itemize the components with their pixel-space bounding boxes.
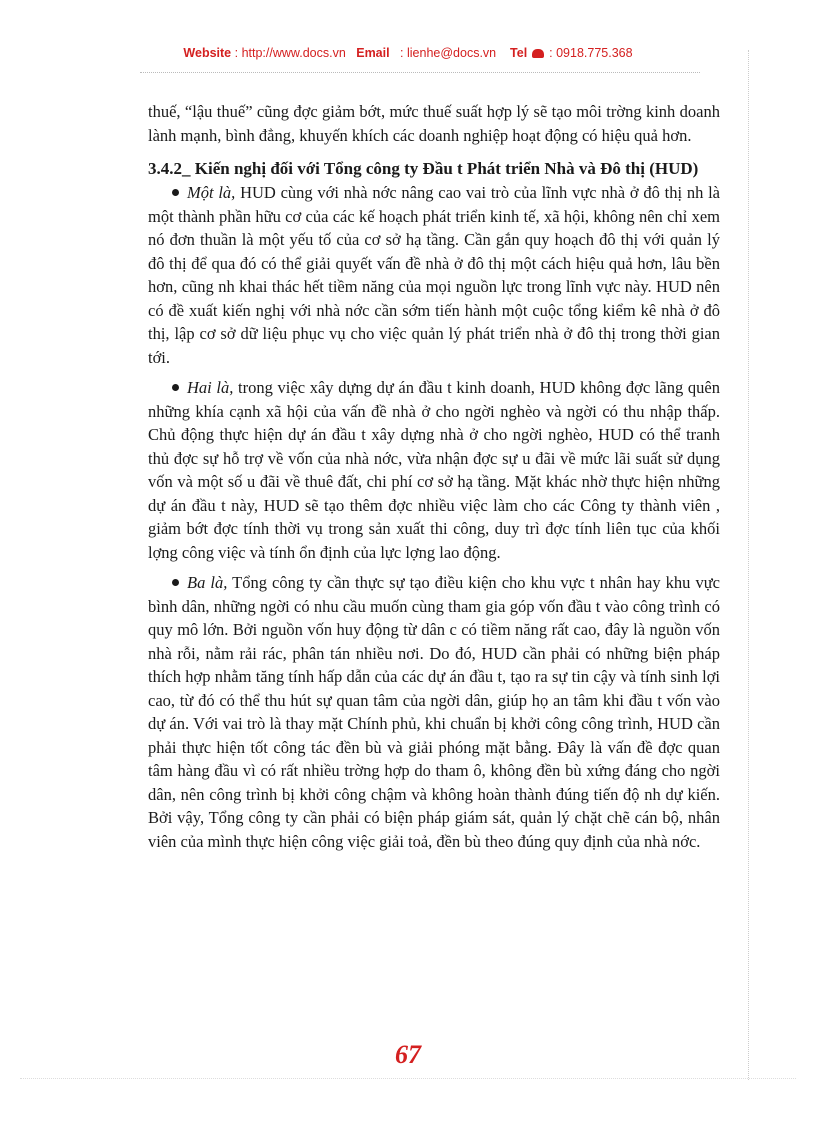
footer-divider (20, 1078, 796, 1079)
point-one (148, 181, 720, 369)
email-label: Email (356, 46, 390, 60)
intro-paragraph: thuế, “lậu thuế” cũng đợc giảm bớt, mức thuế suất hợp lý sẽ tạo môi trờng kinh doanh lành mạnh, bình đẳng, khuyến khích các doanh nghiệp hoạt động có hiệu quả hơn. (148, 102, 720, 145)
email-link[interactable]: lienhe@docs.vn (406, 46, 497, 60)
point-three-text: Tổng công ty cần thực sự tạo điều kiện cho khu vực t nhân hay khu vực bình dân, những ngời có nhu cầu muốn cùng tham gia góp vốn đầu t vào công trình có quy mô lớn. Bởi nguồn vốn huy động từ dân c có tiềm năng rất cao, đây là nguồn vốn nhà rỗi, nằm rải rác, phân tán nhiều nơi. Do đó, HUD cần phải có những biện pháp thích hợp nhằm tăng tính hấp dẫn của các dự án đầu t, tạo ra sự tin cậy và tính sinh lợi cao, từ đó có thể thu hút sự quan tâm của ngời dân, giúp họ an tâm khi đầu t vốn vào dự án. Với vai trò là thay mặt Chính phủ, khi chuẩn bị khởi công công trình, HUD cần phải thực hiện tốt công tác đền bù và giải phóng mặt bằng. Đây là vấn đề đợc quan tâm hàng đầu vì có rất nhiều trờng hợp do tham ô, không đền bù xứng đáng cho ngời dân, nên công trình bị khởi công chậm và không hoàn thành đúng tiến độ nh dự kiến. Bởi vậy, Tổng công ty cần phải có biện pháp giám sát, quản lý chặt chẽ cán bộ, nhân viên của mình thực hiện công việc giải toả, đền bù theo đúng quy định của nhà nớc. (148, 573, 720, 851)
email-separator: : (393, 46, 407, 60)
point-two (148, 376, 720, 564)
phone-icon (532, 49, 544, 58)
point-three (148, 571, 720, 853)
website-label: Website (183, 46, 232, 60)
bullet-icon (172, 384, 179, 391)
tel-separator: : (549, 46, 557, 60)
website-link[interactable]: http://www.docs.vn (241, 46, 346, 60)
point-two-lead: Hai là, (187, 378, 234, 397)
point-one-text: HUD cùng với nhà nớc nâng cao vai trò của lĩnh vực nhà ở đô thị nh là một thành phần hữu cơ của các kế hoạch phát triển kinh tế, xã hội, không nên chỉ xem nó đơn thuần là một yếu tố của cơ sở hạ tầng. Cần gắn quy hoạch đô thị với quản lý đô thị để qua đó có thể giải quyết vấn đề nhà ở đô thị một cách hiệu quả hơn, lâu bền hơn, cũng nh khai thác hết tiềm năng của mọi nguồn lực trong lĩnh vực này. HUD nên có đề xuất kiến nghị với nhà nớc cần sớm tiến hành một cuộc tổng kiểm kê nhà ở đô thị, lập cơ sở dữ liệu phục vụ cho việc quản lý phát triển nhà ở đô thị trong thời gian tới. (148, 183, 720, 367)
document-body (148, 100, 720, 860)
page-header (0, 46, 816, 60)
point-three-lead: Ba là, (187, 573, 228, 592)
margin-divider (748, 50, 749, 1080)
tel-label: Tel (510, 46, 528, 60)
website-separator: : (234, 46, 242, 60)
page-number: 67 (395, 1040, 421, 1069)
bullet-icon (172, 579, 179, 586)
point-one-lead: Một là, (187, 183, 236, 202)
section-heading: 3.4.2_ Kiến nghị đối với Tổng công ty Đầu t Phát triển Nhà và Đô thị (HUD) (148, 159, 699, 178)
tel-value: 0918.775.368 (556, 46, 633, 60)
header-divider (140, 72, 700, 73)
point-two-text: trong việc xây dựng dự án đầu t kinh doanh, HUD không đợc lãng quên những khía cạnh xã hội của vấn đề nhà ở cho ngời nghèo và ngời có thu nhập thấp. Chủ động thực hiện dự án đầu t xây dựng nhà ở cho ngời nghèo, HUD có thể tranh thủ đợc sự hỗ trợ về vốn của nhà nớc, vừa nhận đợc sự u đãi về mức lãi suất sử dụng vốn và một số u đãi về thuê đất, chi phí cơ sở hạ tầng. Mặt khác nhờ thực hiện những dự án đầu t này, HUD sẽ tạo thêm đợc nhiều việc làm cho các Công ty thành viên , giảm bớt đợc tính thời vụ trong sản xuất thi công, duy trì đợc tính liên tục của khối lợng công việc và tính ổn định của lực lợng lao động. (148, 378, 720, 562)
bullet-icon (172, 189, 179, 196)
